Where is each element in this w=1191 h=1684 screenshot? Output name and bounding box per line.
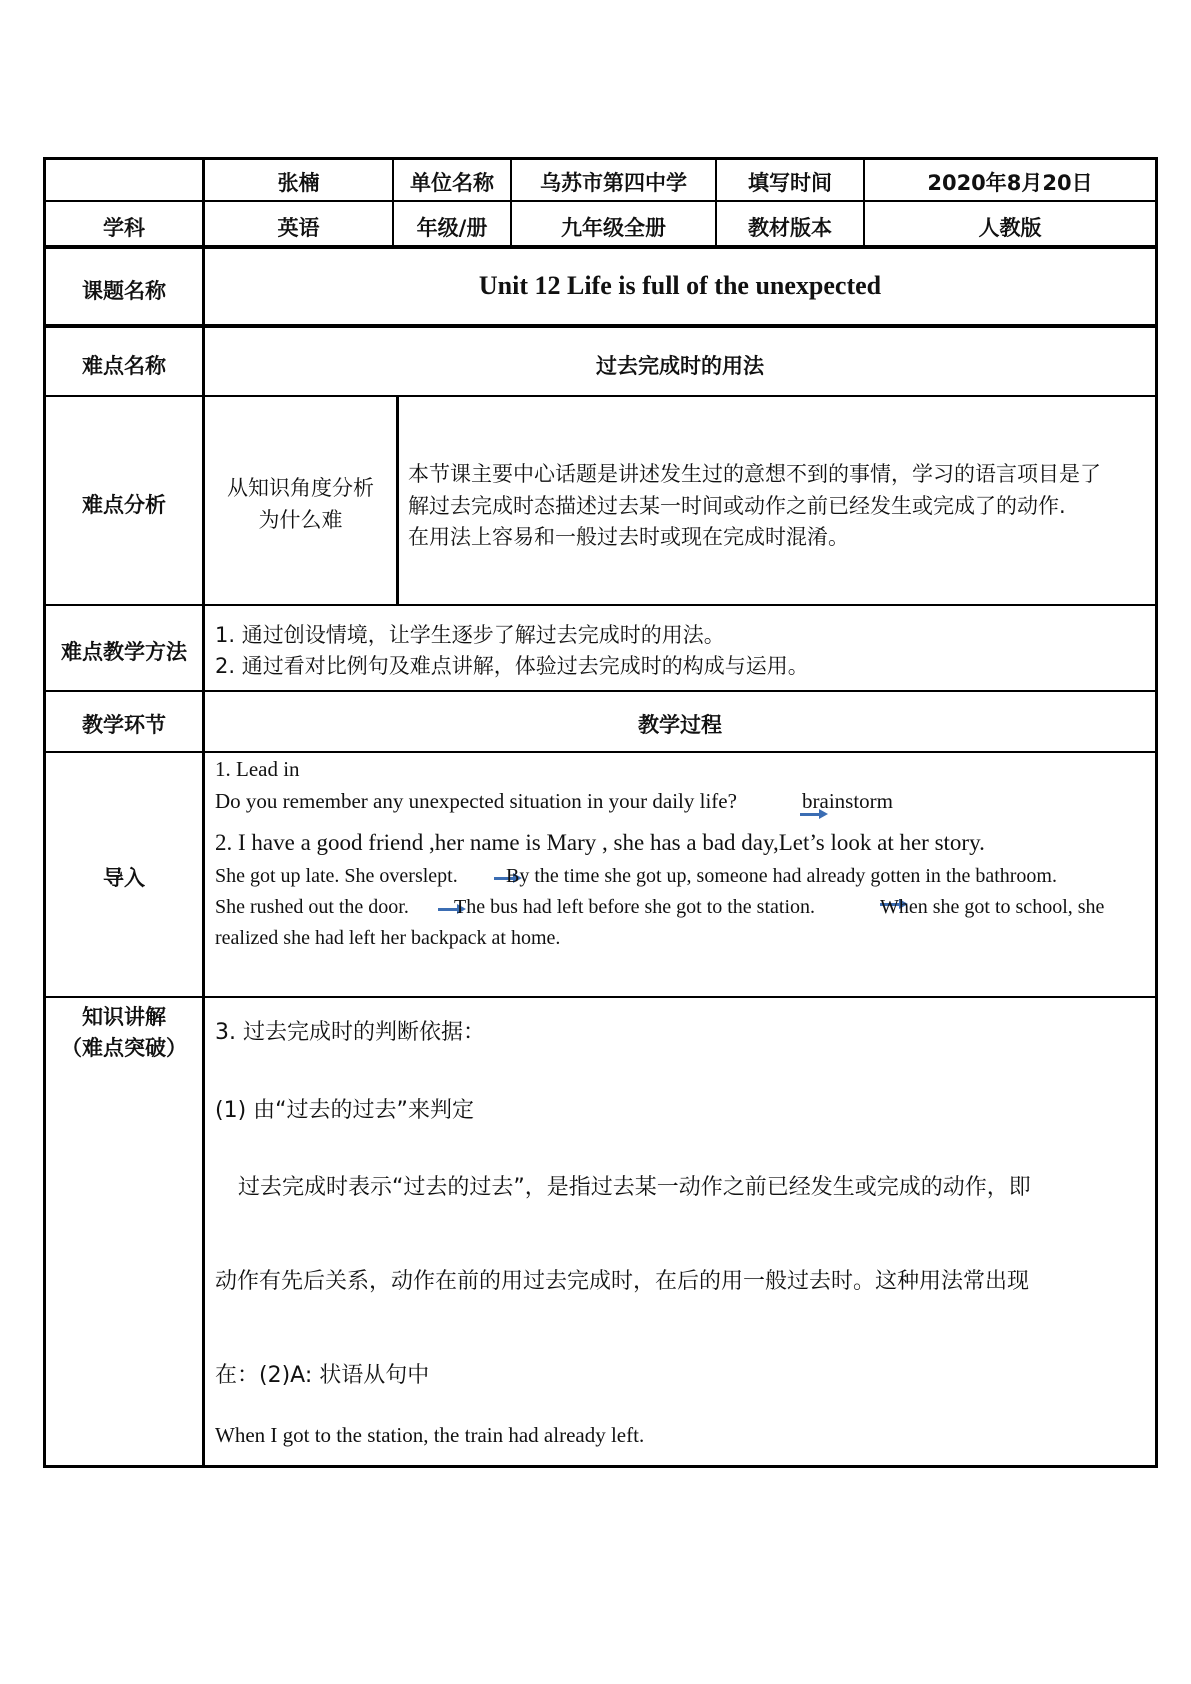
table-rule — [43, 751, 1158, 753]
textbook-edition: 人教版 — [978, 216, 1042, 240]
grade: 九年级全册 — [561, 216, 666, 240]
table-rule — [43, 690, 1158, 692]
table-border-top — [43, 157, 1158, 160]
intro-line: 1. Lead in — [215, 757, 300, 781]
knowledge-label: （难点突破） — [61, 1036, 187, 1060]
topic-label: 课题名称 — [82, 279, 166, 303]
table-rule — [43, 395, 1158, 397]
intro-line: When she got to school, she — [880, 896, 1105, 918]
fill-date: 2020年8月20日 — [927, 171, 1093, 195]
header-cell: 年级/册 — [416, 216, 488, 240]
analysis-sublabel: 从知识角度分析 — [227, 476, 374, 500]
difficulty-title: 过去完成时的用法 — [596, 354, 764, 378]
header-cell: 单位名称 — [410, 171, 494, 195]
method-line: 1. 通过创设情境，让学生逐步了解过去完成时的用法。 — [215, 623, 725, 647]
table-border-right — [1155, 157, 1158, 1468]
knowledge-line: 3. 过去完成时的判断依据： — [215, 1020, 485, 1045]
stage-header-label: 教学环节 — [82, 713, 166, 737]
subject: 英语 — [277, 216, 320, 240]
analysis-sublabel: 为什么难 — [258, 508, 343, 532]
analysis-line: 本节课主要中心话题是讲述发生过的意想不到的事情，学习的语言项目是了 — [408, 462, 1101, 486]
header-cell: 学科 — [103, 216, 145, 240]
knowledge-line: (1) 由“过去的过去”来判定 — [215, 1098, 474, 1123]
knowledge-line: 过去完成时表示“过去的过去”，是指过去某一动作之前已经发生或完成的动作，即 — [238, 1175, 1031, 1200]
intro-line: The bus had left before she got to the station. — [454, 896, 816, 918]
intro-label: 导入 — [103, 866, 145, 890]
analysis-label: 难点分析 — [82, 493, 166, 517]
analysis-col-divider — [396, 396, 399, 605]
table-rule — [43, 245, 1158, 249]
method-line: 2. 通过看对比例句及难点讲解，体验过去完成时的构成与运用。 — [215, 654, 809, 678]
intro-line: She got up late. She overslept. — [215, 865, 458, 887]
intro-line: She rushed out the door. — [215, 896, 409, 918]
knowledge-example: When I got to the station, the train had already left. — [215, 1423, 645, 1447]
table-rule — [43, 604, 1158, 606]
process-header: 教学过程 — [638, 713, 722, 737]
intro-line: By the time she got up, someone had already gotten in the bathroom. — [506, 865, 1057, 887]
table-border-bottom — [43, 1465, 1158, 1468]
knowledge-line: 在：(2)A: 状语从句中 — [215, 1363, 430, 1388]
intro-line: 2. I have a good friend ,her name is Mary , she has a bad day,Let’s look at her story. — [215, 830, 985, 855]
author-name: 张楠 — [277, 171, 320, 195]
method-label: 难点教学方法 — [61, 640, 187, 664]
brainstorm-tag: brainstorm — [802, 789, 893, 813]
table-rule — [43, 996, 1158, 998]
difficulty-label: 难点名称 — [82, 354, 166, 378]
analysis-line: 解过去完成时态描述过去某一时间或动作之前已经发生或完成了的动作. — [408, 494, 1066, 518]
table-rule — [43, 324, 1158, 328]
school-name: 乌苏市第四中学 — [540, 171, 687, 195]
topic-title: Unit 12 Life is full of the unexpected — [478, 271, 882, 300]
intro-line: Do you remember any unexpected situation in your daily life? — [215, 789, 737, 813]
analysis-line: 在用法上容易和一般过去时或现在完成时混淆。 — [408, 525, 849, 549]
header-cell: 填写时间 — [748, 171, 832, 195]
knowledge-line: 动作有先后关系，动作在前的用过去完成时，在后的用一般过去时。这种用法常出现 — [215, 1269, 1030, 1294]
table-rule — [43, 200, 1158, 202]
header-cell: 教材版本 — [748, 216, 832, 240]
arrow-icon — [800, 813, 820, 816]
knowledge-label: 知识讲解 — [82, 1005, 166, 1029]
intro-line: realized she had left her backpack at home. — [215, 927, 561, 949]
